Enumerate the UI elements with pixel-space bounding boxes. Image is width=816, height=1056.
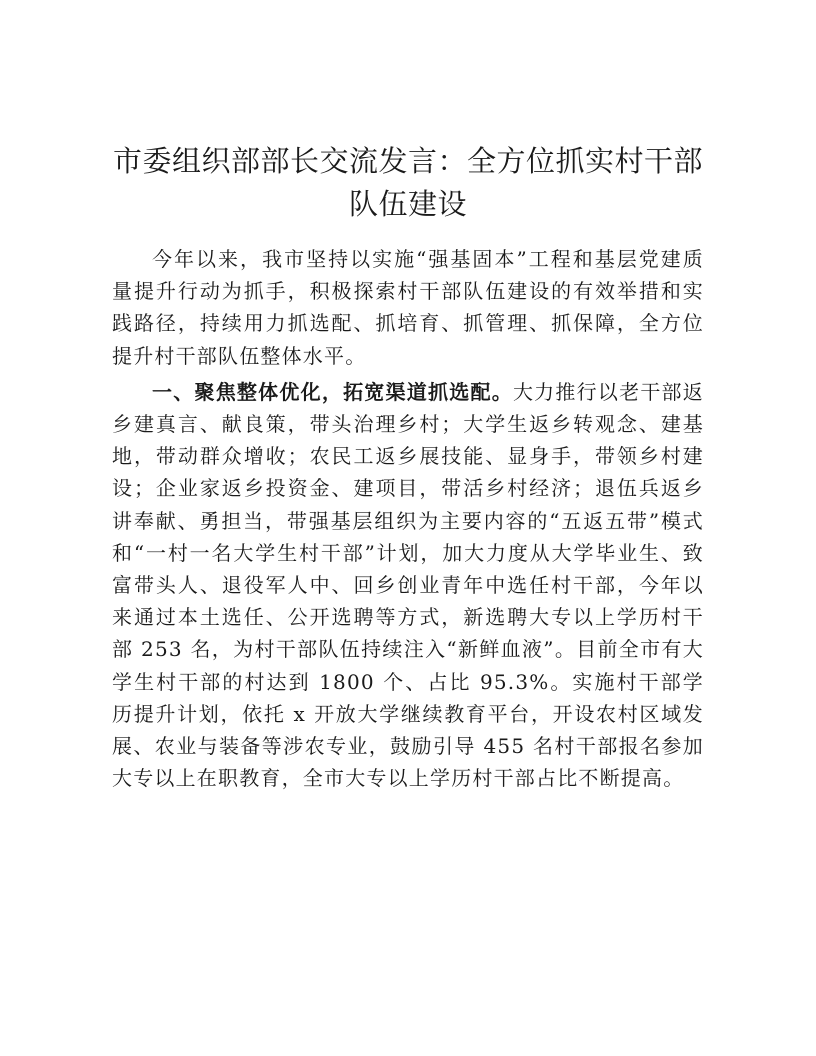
title-line-2: 队伍建设 bbox=[348, 187, 467, 221]
section-1-heading: 一、聚焦整体优化，拓宽渠道抓选配。 bbox=[152, 379, 513, 404]
document-page bbox=[112, 140, 704, 794]
document-title bbox=[112, 140, 704, 226]
section-1-body: 大力推行以老干部返乡建真言、献良策，带头治理乡村；大学生返乡转观念、建基地，带动群众增收；农民工返乡展技能、显身手，带领乡村建设；企业家返乡投资金、建项目，带活乡村经济；退伍兵返乡讲奉献、勇担当，带强基层组织为主要内容的“五返五带”模式和“一村一名大学生村干部”计划，加大力度从大学毕业生、致富带头人、退役军人中、回乡创业青年中选任村干部，今年以来通过本土选任、公开选聘等方式，新选聘大专以上学历村干部 253 名，为村干部队伍持续注入“新鲜血液”。目前全市有大学生村干部的村达到 1800 个、占比 95.3%。实施村干部学历提升计划，依托 x 开放大学继续教育平台，开设农村区域发展、农业与装备等涉农专业，鼓励引导 455 名村干部报名参加大专以上在职教育，全市大专以上学历村干部占比不断提高。 bbox=[112, 379, 704, 791]
section-1-paragraph bbox=[112, 376, 704, 795]
title-line-1: 市委组织部部长交流发言：全方位抓实村干部 bbox=[112, 144, 703, 178]
intro-paragraph: 今年以来，我市坚持以实施“强基固本”工程和基层党建质量提升行动为抓手，积极探索村干部队伍建设的有效举措和实践路径，持续用力抓选配、抓培育、抓管理、抓保障，全方位提升村干部队伍整体水平。 bbox=[112, 247, 704, 368]
